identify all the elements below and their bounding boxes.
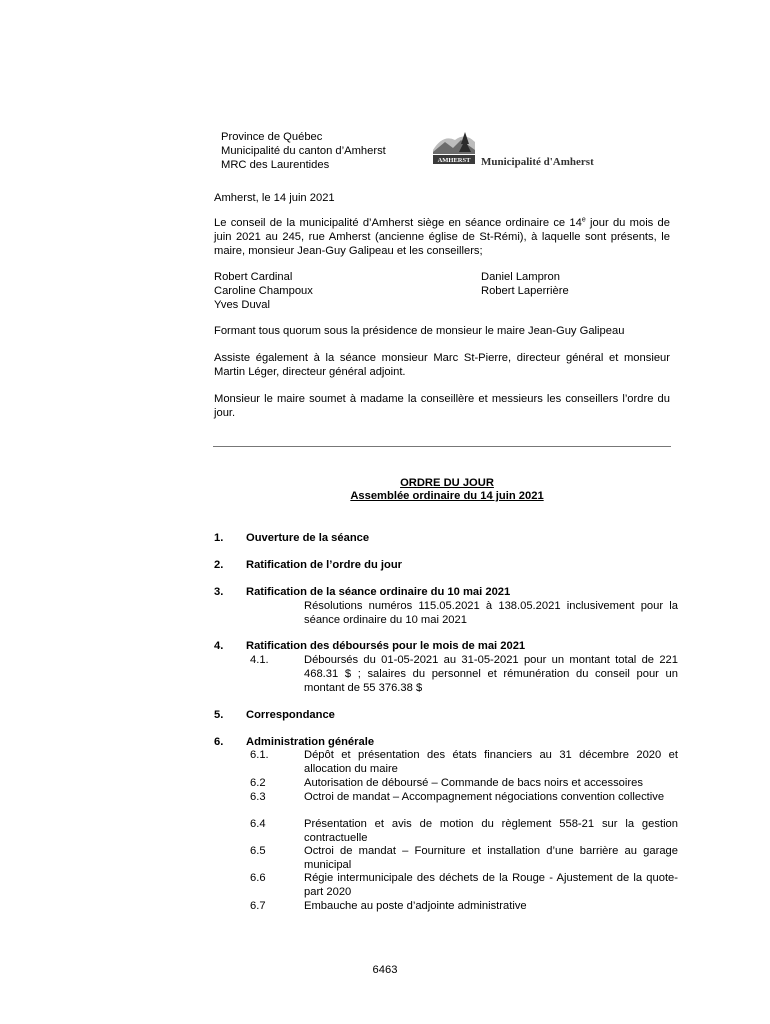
agenda-item-title: Administration générale <box>246 736 375 748</box>
place-date: Amherst, le 14 juin 2021 <box>214 192 335 204</box>
agenda-subitem-text: Octroi de mandat – Fourniture et installation d’une barrière au garage municipal <box>304 845 678 871</box>
agenda-subitem-number: 6.4 <box>250 818 266 830</box>
agenda-item-number: 5. <box>214 709 224 721</box>
intro-paragraph-text: Le conseil de la municipalité d’Amherst siège en séance ordinaire ce 14e jour du mois de juin 2021 au 245, rue Amherst (ancienne église de St-Rémi), à laquelle sont présents, le maire, monsieur Jean-Guy Galipeau et les conseillers; <box>214 216 670 257</box>
municipality-line: Municipalité du canton d’Amherst <box>221 145 386 157</box>
agenda-item-number: 1. <box>214 532 224 544</box>
agenda-subitem-text: Octroi de mandat – Accompagnement négociations convention collective <box>304 791 665 803</box>
agenda-item-title: Correspondance <box>246 709 335 721</box>
agenda-item-number: 3. <box>214 586 224 598</box>
councillors-left <box>214 270 313 312</box>
agenda-subitem-text: Embauche au poste d’adjointe administrative <box>304 900 527 912</box>
logo-badge-text: AMHERST <box>437 157 471 164</box>
councillor-name: Robert Cardinal <box>214 271 293 283</box>
agenda-subitem-text: Déboursés du 01-05-2021 au 31-05-2021 pour un montant total de 221 468.31 $ ; salaires du personnel et rémunération du conseil pour un montant de 55 376.38 $ <box>304 654 678 694</box>
agenda-item-number: 6. <box>214 736 224 748</box>
agenda-subitem-number: 6.5 <box>250 845 266 857</box>
agenda-subitem-text: Régie intermunicipale des déchets de la Rouge - Ajustement de la quote-part 2020 <box>304 872 678 898</box>
agenda-item-number: 2. <box>214 559 224 571</box>
agenda-subitem-text: Dépôt et présentation des états financiers au 31 décembre 2020 et allocation du maire <box>304 749 678 775</box>
agenda-item-title: Ouverture de la séance <box>246 532 370 544</box>
province-line: Province de Québec <box>221 131 323 143</box>
councillor-name: Robert Laperrière <box>481 285 569 297</box>
quorum-paragraph: Formant tous quorum sous la présidence de monsieur le maire Jean-Guy Galipeau <box>214 325 625 337</box>
agenda-item-number: 4. <box>214 640 224 652</box>
amherst-logo-icon <box>431 128 477 168</box>
ordinal-suffix: e <box>581 216 586 224</box>
divider <box>213 446 671 447</box>
assist-paragraph: Assiste également à la séance monsieur Marc St-Pierre, directeur général et monsieur Martin Léger, directeur général adjoint. <box>214 352 670 378</box>
agenda-subitem-text: Présentation et avis de motion du règlement 558-21 sur la gestion contractuelle <box>304 818 678 844</box>
agenda-subitem-number: 6.7 <box>250 900 266 912</box>
municipality-logo <box>431 128 603 168</box>
logo-name: Municipalité d'Amherst <box>481 156 594 168</box>
agenda-item-detail: Résolutions numéros 115.05.2021 à 138.05.2021 inclusivement pour la séance ordinaire du 10 mai 2021 <box>304 600 678 626</box>
agenda-subitem-text: Autorisation de déboursé – Commande de bacs noirs et accessoires <box>304 777 643 789</box>
agenda-item-title: Ratification de la séance ordinaire du 10 mai 2021 <box>246 586 511 598</box>
agenda-item-title: Ratification des déboursés pour le mois de mai 2021 <box>246 640 526 652</box>
intro-paragraph <box>214 216 670 258</box>
agenda-item-title: Ratification de l’ordre du jour <box>246 559 403 571</box>
agenda-subitem-number: 6.6 <box>250 872 266 884</box>
councillor-name: Daniel Lampron <box>481 271 560 283</box>
councillor-name: Yves Duval <box>214 299 270 311</box>
page-number: 6463 <box>372 964 398 976</box>
agenda-subitem-number: 6.1. <box>250 749 269 761</box>
agenda-subitem-number: 6.2 <box>250 777 266 789</box>
mrc-line: MRC des Laurentides <box>221 159 330 171</box>
agenda-subtitle: Assemblée ordinaire du 14 juin 2021 <box>350 490 544 502</box>
agenda-subitem-number: 6.3 <box>250 791 266 803</box>
agenda-title: ORDRE DU JOUR <box>400 477 494 489</box>
agenda-subitem-number: 4.1. <box>250 654 269 666</box>
councillors-right <box>481 270 569 298</box>
submit-paragraph: Monsieur le maire soumet à madame la conseillère et messieurs les conseillers l’ordre du jour. <box>214 393 670 419</box>
councillor-name: Caroline Champoux <box>214 285 313 297</box>
